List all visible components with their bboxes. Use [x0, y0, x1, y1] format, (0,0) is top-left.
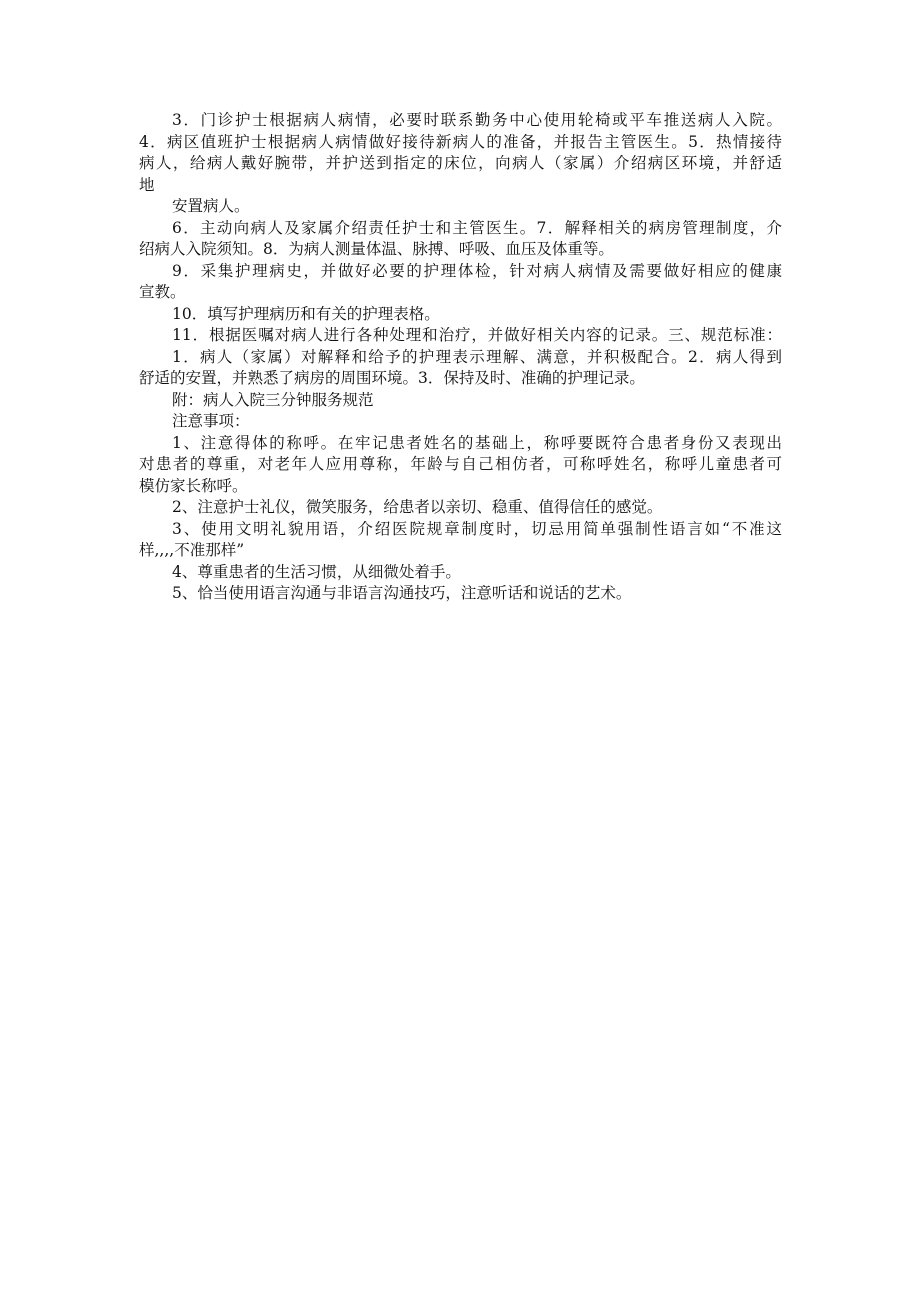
paragraph-line: 3、使用文明礼貌用语，介绍医院规章制度时，切忌用简单强制性语言如“不准这	[172, 519, 782, 538]
paragraph-line: 3．门诊护士根据病人病情，必要时联系勤务中心使用轮椅或平车推送病人入院。	[172, 111, 782, 129]
paragraph-line: 6．主动向病人及家属介绍责任护士和主管医生。7．解释相关的病房管理制度，介	[172, 218, 782, 237]
paragraph-line: 地	[139, 175, 155, 194]
paragraph-line: 绍病人入院须知。8．为病人测量体温、脉搏、呼吸、血压及体重等。	[139, 240, 614, 258]
paragraph-line: 样,,,,不准那样”	[139, 541, 245, 559]
paragraph-line: 1．病人（家属）对解释和给予的护理表示理解、满意，并积极配合。2．病人得到	[172, 347, 782, 366]
notes-heading: 注意事项：	[172, 412, 250, 430]
paragraph-line: 1、注意得体的称呼。在牢记患者姓名的基础上，称呼要既符合患者身份又表现出	[172, 433, 782, 452]
appendix-title: 附：病人入院三分钟服务规范	[172, 390, 374, 409]
document-body	[139, 110, 782, 605]
paragraph-line: 4、尊重患者的生活习惯，从细微处着手。	[172, 562, 461, 581]
paragraph-line: 宣教。	[139, 283, 186, 301]
paragraph-line: 4．病区值班护士根据病人病情做好接待新病人的准备，并报告主管医生。5．热情接待	[139, 132, 782, 151]
paragraph-line: 对患者的尊重，对老年人应用尊称，年龄与自己相仿者，可称呼姓名，称呼儿童患者可	[139, 455, 782, 473]
paragraph-line: 10．填写护理病历和有关的护理表格。	[172, 304, 440, 323]
paragraph-line: 舒适的安置，并熟悉了病房的周围环境。3．保持及时、准确的护理记录。	[139, 369, 645, 387]
paragraph-line: 模仿家长称呼。	[139, 476, 248, 495]
paragraph-line: 5、恰当使用语言沟通与非语言沟通技巧，注意听话和说话的艺术。	[172, 584, 632, 602]
paragraph-line: 11．根据医嘱对病人进行各种处理和治疗，并做好相关内容的记录。三、规范标准：	[172, 326, 782, 344]
paragraph-line: 安置病人。	[172, 197, 250, 215]
paragraph-line: 病人，给病人戴好腕带，并护送到指定的床位，向病人（家属）介绍病区环境，并舒适	[139, 154, 782, 172]
paragraph-line: 9．采集护理病史，并做好必要的护理体检，针对病人病情及需要做好相应的健康	[172, 261, 782, 280]
paragraph-line: 2、注意护士礼仪，微笑服务，给患者以亲切、稳重、值得信任的感觉。	[172, 498, 663, 516]
